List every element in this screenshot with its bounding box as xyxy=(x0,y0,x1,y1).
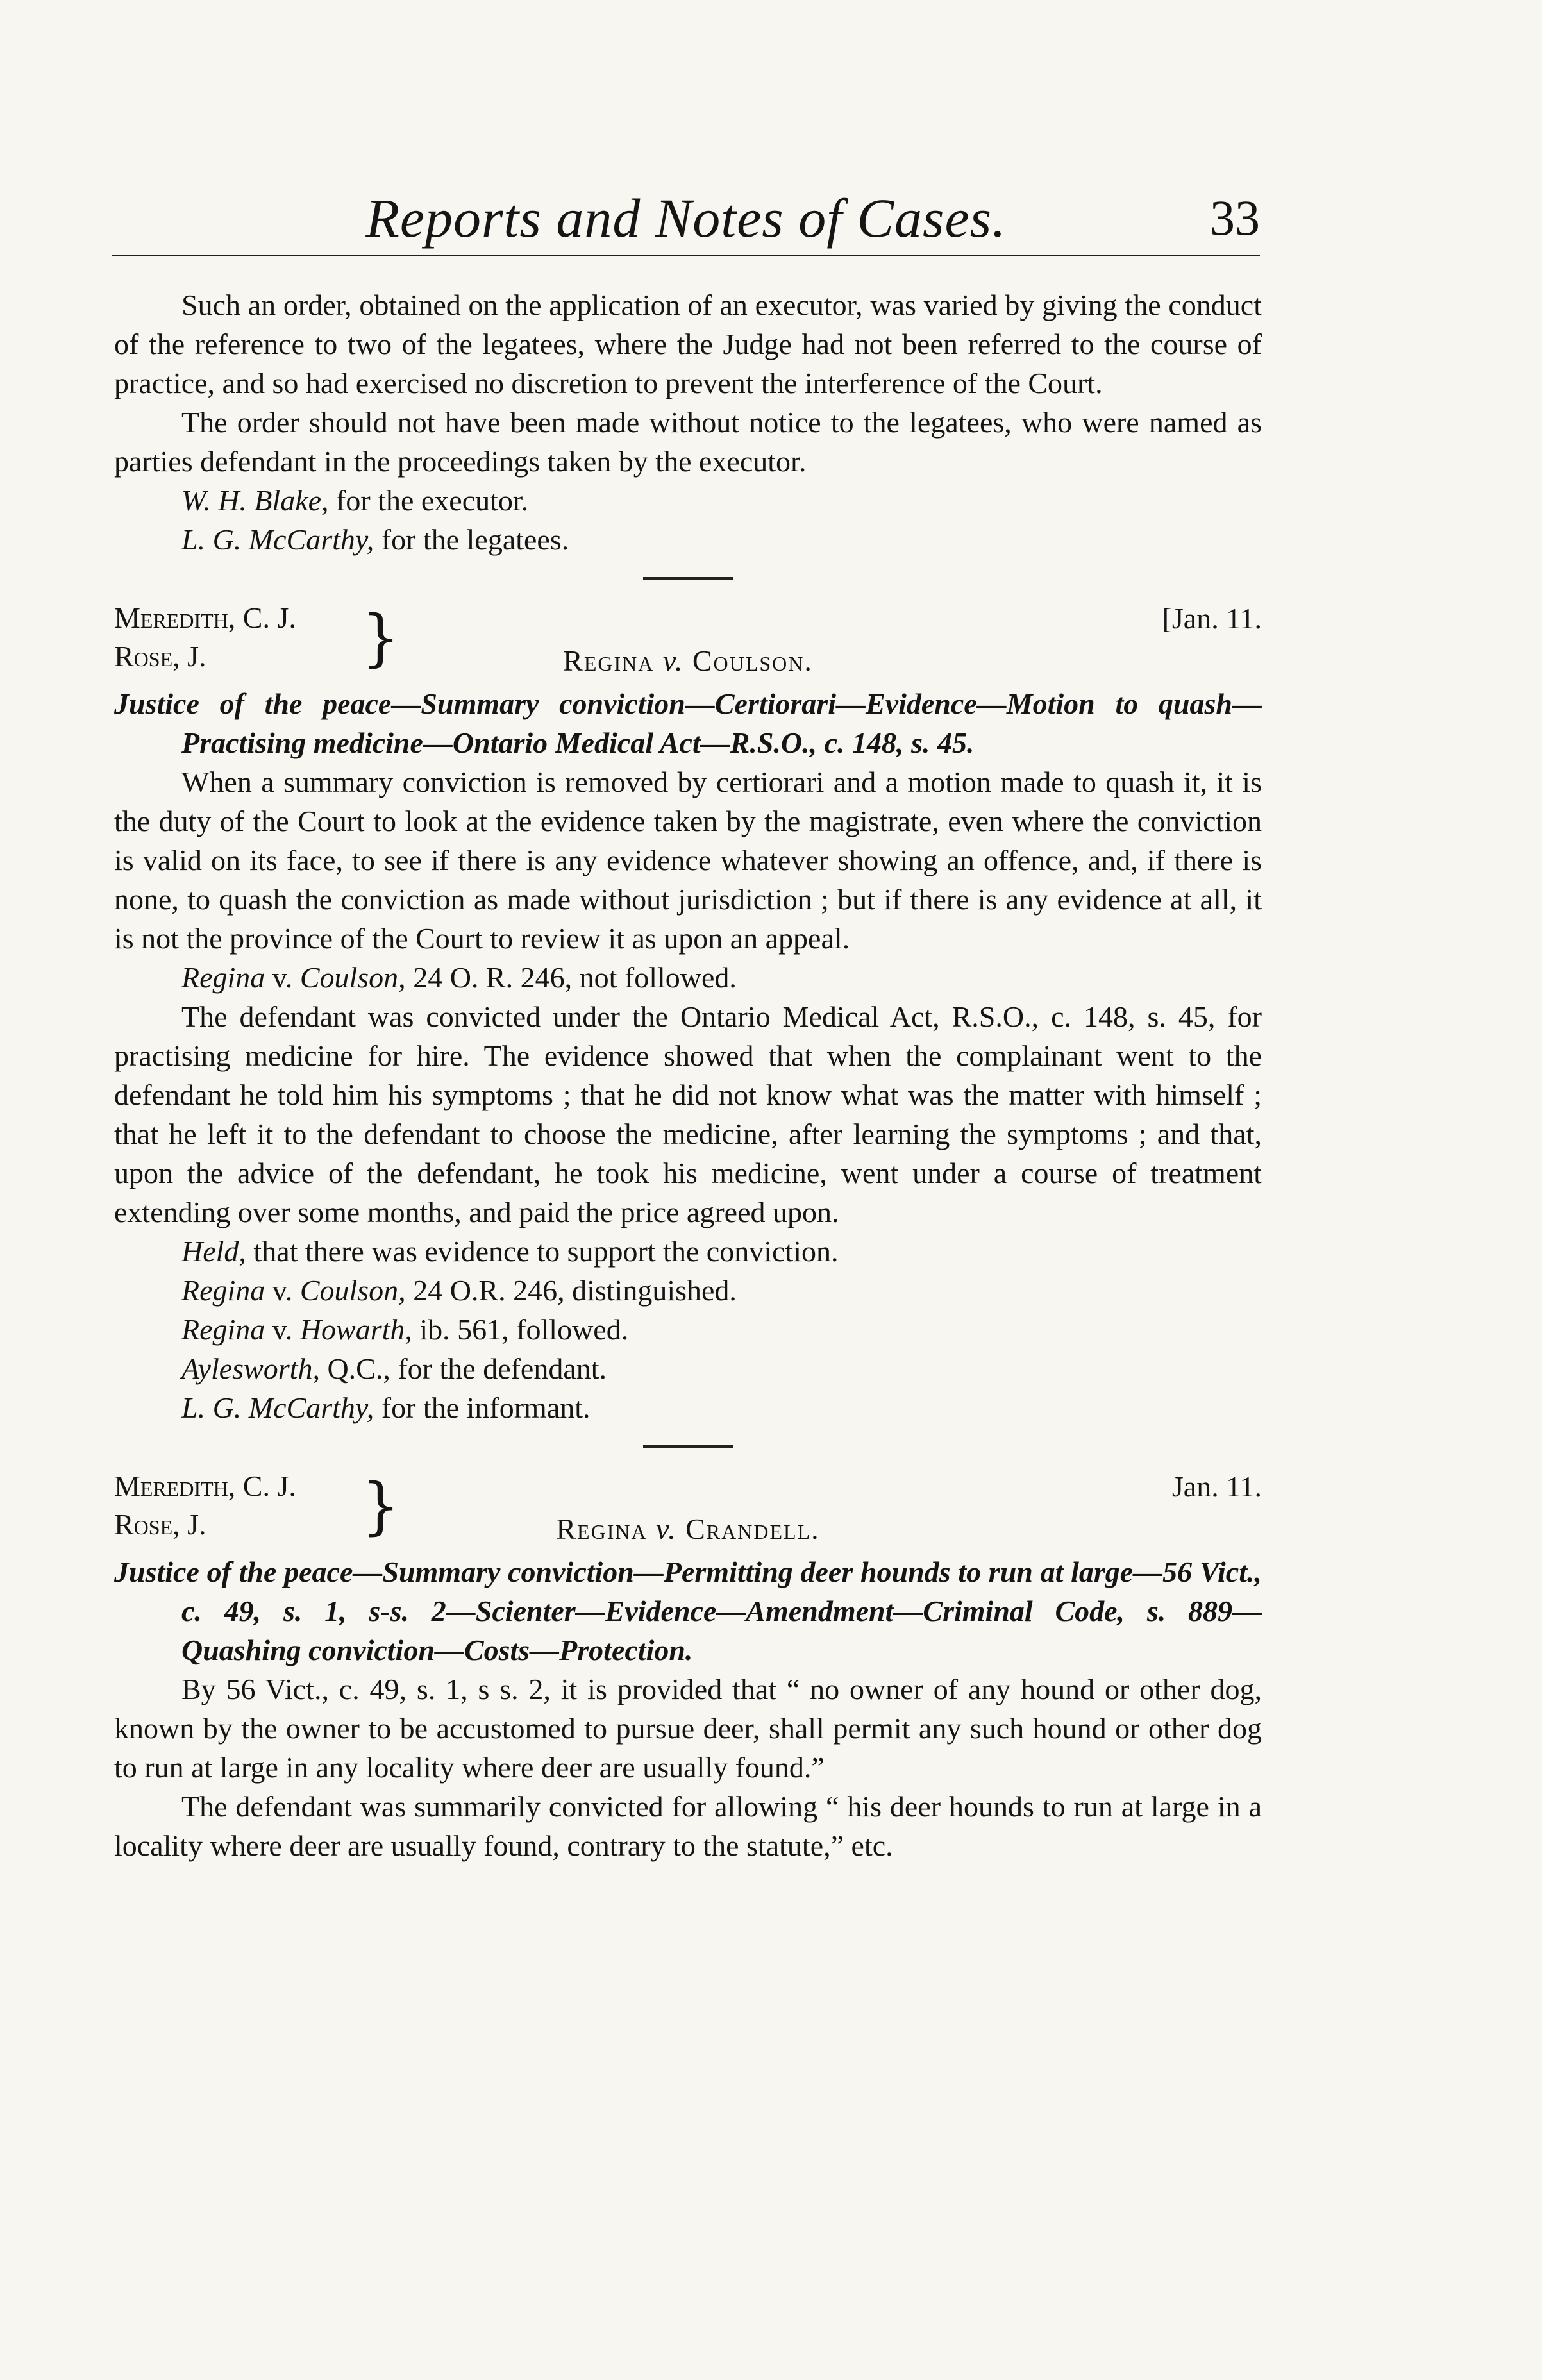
counsel-line: Aylesworth, Q.C., for the defendant. xyxy=(181,1352,607,1385)
brace-glyph: } xyxy=(361,602,401,674)
case-date: Jan. 11. xyxy=(1171,1470,1262,1503)
citation-line: Regina v. Coulson, 24 O. R. 246, not followed. xyxy=(181,961,737,994)
paragraph-certiorari: When a summary conviction is removed by certiorari and a motion made to quash it, it is the duty of the Court to look at the evidence taken by the magistrate, even where the conviction is valid on its face, to see if there is any evidence whatever showing an offence, and, if there is none, to quash the conviction as made without jurisdiction ; but if there is any evidence at all, it is not the province of the Court to review it as upon an appeal. xyxy=(114,766,1262,955)
held-line: Held, that there was evidence to support the conviction. xyxy=(181,1235,839,1268)
paragraph-conviction: The defendant was summarily convicted for allowing “ his deer hounds to run at large in a locality where deer are usually found, contrary to the statute,” etc. xyxy=(114,1790,1262,1862)
counsel-line xyxy=(114,481,1262,520)
section-separator xyxy=(643,1445,733,1448)
brace-glyph: } xyxy=(361,1470,401,1542)
case-title-crandell: Regina v. Crandell. xyxy=(556,1513,820,1545)
case-title-coulson: Regina v. Coulson. xyxy=(563,644,813,677)
case-date: [Jan. 11. xyxy=(1162,602,1262,635)
citation-line: Regina v. Howarth, ib. 561, followed. xyxy=(181,1313,629,1346)
headnote-coulson: Justice of the peace—Summary conviction—Certiorari—Evidence—Motion to quash—Practising medicine—Ontario Medical Act—R.S.O., c. 148, s. 45. xyxy=(114,687,1262,759)
judge-rose: Rose, J. xyxy=(114,1508,206,1541)
judge-meredith: Meredith, C. J. xyxy=(114,1470,296,1502)
case-crandell-header xyxy=(114,1467,1262,1546)
counsel-role: for the executor. xyxy=(328,484,529,517)
counsel-line: L. G. McCarthy, for the informant. xyxy=(181,1391,591,1424)
citation-line: Regina v. Coulson, 24 O.R. 246, distinguished. xyxy=(181,1274,737,1307)
bench xyxy=(114,599,296,676)
paragraph-facts-coulson: The defendant was convicted under the Ontario Medical Act, R.S.O., c. 148, s. 45, for practising medicine for hire. The evidence showed that when the complainant went to the defendant he told him his symptoms ; that he did not know what was the matter with himself ; that he left it to the defendant to choose the medicine, after learning the symptoms ; and that, upon the advice of the defendant, he took his medicine, went under a course of treatment extending over some months, and paid the price agreed upon. xyxy=(114,1000,1262,1228)
counsel-line xyxy=(114,520,1262,559)
counsel-name: L. G. McCarthy, xyxy=(181,523,374,556)
page-number: 33 xyxy=(1210,190,1260,246)
judge-meredith: Meredith, C. J. xyxy=(114,601,296,634)
case-coulson-header xyxy=(114,599,1262,678)
judge-rose: Rose, J. xyxy=(114,640,206,673)
paragraph-order-varied: Such an order, obtained on the application of an executor, was varied by giving the conduct of the reference to two of the legatees, where the Judge had not been referred to the course of practice, and so had exercised no discretion to prevent the interference of the Court. xyxy=(114,289,1262,399)
running-header xyxy=(112,186,1260,256)
headnote-crandell: Justice of the peace—Summary conviction—Permitting deer hounds to run at large—56 Vict., c. 49, s. 1, s-s. 2—Scienter—Evidence—Amendment—Criminal Code, s. 889—Quashing conviction—Costs—Protection. xyxy=(114,1555,1262,1666)
page-body xyxy=(114,285,1262,1865)
header-rule xyxy=(112,255,1260,256)
section-separator xyxy=(643,577,733,580)
paragraph-order-notice: The order should not have been made without notice to the legatees, who were named as parties defendant in the proceedings taken by the executor. xyxy=(114,406,1262,478)
counsel-name: W. H. Blake, xyxy=(181,484,329,517)
bench xyxy=(114,1467,296,1544)
running-title: Reports and Notes of Cases. xyxy=(365,187,1007,249)
counsel-role: for the legatees. xyxy=(374,523,569,556)
paragraph-statute: By 56 Vict., c. 49, s. 1, s s. 2, it is provided that “ no owner of any hound or other dog, known by the owner to be accustomed to pursue deer, shall permit any such hound or other dog to run at large in any locality where deer are usually found.” xyxy=(114,1673,1262,1784)
